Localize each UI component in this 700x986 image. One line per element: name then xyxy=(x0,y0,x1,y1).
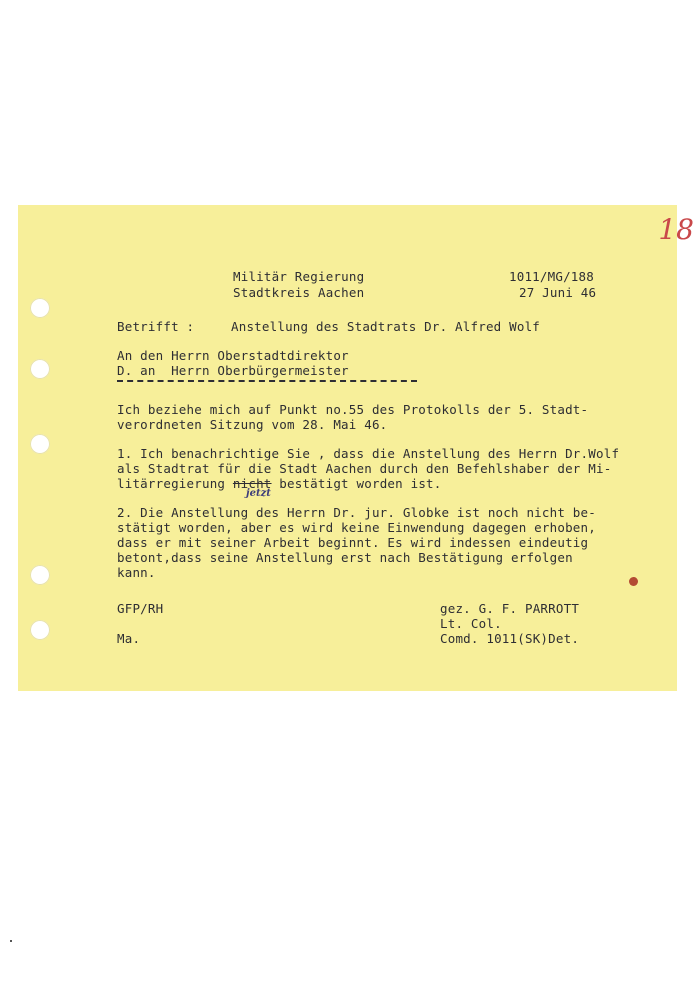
punch-hole xyxy=(30,565,50,585)
paragraph-2-line-5: kann. xyxy=(117,565,156,580)
addressee-line-1: An den Herrn Oberstadtdirektor xyxy=(117,348,349,363)
page-number: 18 xyxy=(658,213,694,246)
org-line-1: Militär Regierung xyxy=(233,269,365,284)
handwritten-insert: jetzt xyxy=(246,488,271,499)
paragraph-1-line-2: als Stadtrat für die Stadt Aachen durch den Befehlshaber der Mi- xyxy=(117,461,612,476)
line-3-end: bestätigt worden ist. xyxy=(271,476,442,491)
letter-date: 27 Juni 46 xyxy=(519,285,597,300)
paragraph-2-line-2: stätigt worden, aber es wird keine Einwendung dagegen erhoben, xyxy=(117,520,596,535)
paragraph-2-line-1: 2. Die Anstellung des Herrn Dr. jur. Globke ist noch nicht be- xyxy=(117,505,596,520)
reference-number: 1011/MG/188 xyxy=(509,269,594,284)
paragraph-2-line-3: dass er mit seiner Arbeit beginnt. Es wird indessen eindeutig xyxy=(117,535,589,550)
addressee-line-2: D. an Herrn Oberbürgermeister xyxy=(117,363,349,378)
struck-word: nicht xyxy=(232,476,272,491)
signature-line-2: Lt. Col. xyxy=(440,616,502,631)
punch-hole xyxy=(30,359,50,379)
ink-spot xyxy=(629,577,638,586)
signature-line-1: gez. G. F. PARROTT xyxy=(440,601,580,616)
signature-line-3: Comd. 1011(SK)Det. xyxy=(440,631,580,646)
line-3-start: litärregierung xyxy=(117,476,233,491)
org-line-2: Stadtkreis Aachen xyxy=(233,285,365,300)
initials-2: Ma. xyxy=(117,631,141,646)
subject-label: Betrifft : xyxy=(117,319,195,334)
paragraph-2-line-4: betont,dass seine Anstellung erst nach Bestätigung erfolgen xyxy=(117,550,573,565)
punch-hole xyxy=(30,298,50,318)
intro-line-2: verordneten Sitzung vom 28. Mai 46. xyxy=(117,417,388,432)
initials-1: GFP/RH xyxy=(117,601,164,616)
paragraph-1-line-1: 1. Ich benachrichtige Sie , dass die Anstellung des Herrn Dr.Wolf xyxy=(117,446,620,461)
intro-line-1: Ich beziehe mich auf Punkt no.55 des Protokolls der 5. Stadt- xyxy=(117,402,589,417)
paragraph-1-line-3 xyxy=(117,476,442,491)
separator-line xyxy=(117,380,417,382)
punch-hole xyxy=(30,620,50,640)
punch-hole xyxy=(30,434,50,454)
subject-text: Anstellung des Stadtrats Dr. Alfred Wolf xyxy=(231,319,541,334)
stray-mark xyxy=(10,940,12,942)
